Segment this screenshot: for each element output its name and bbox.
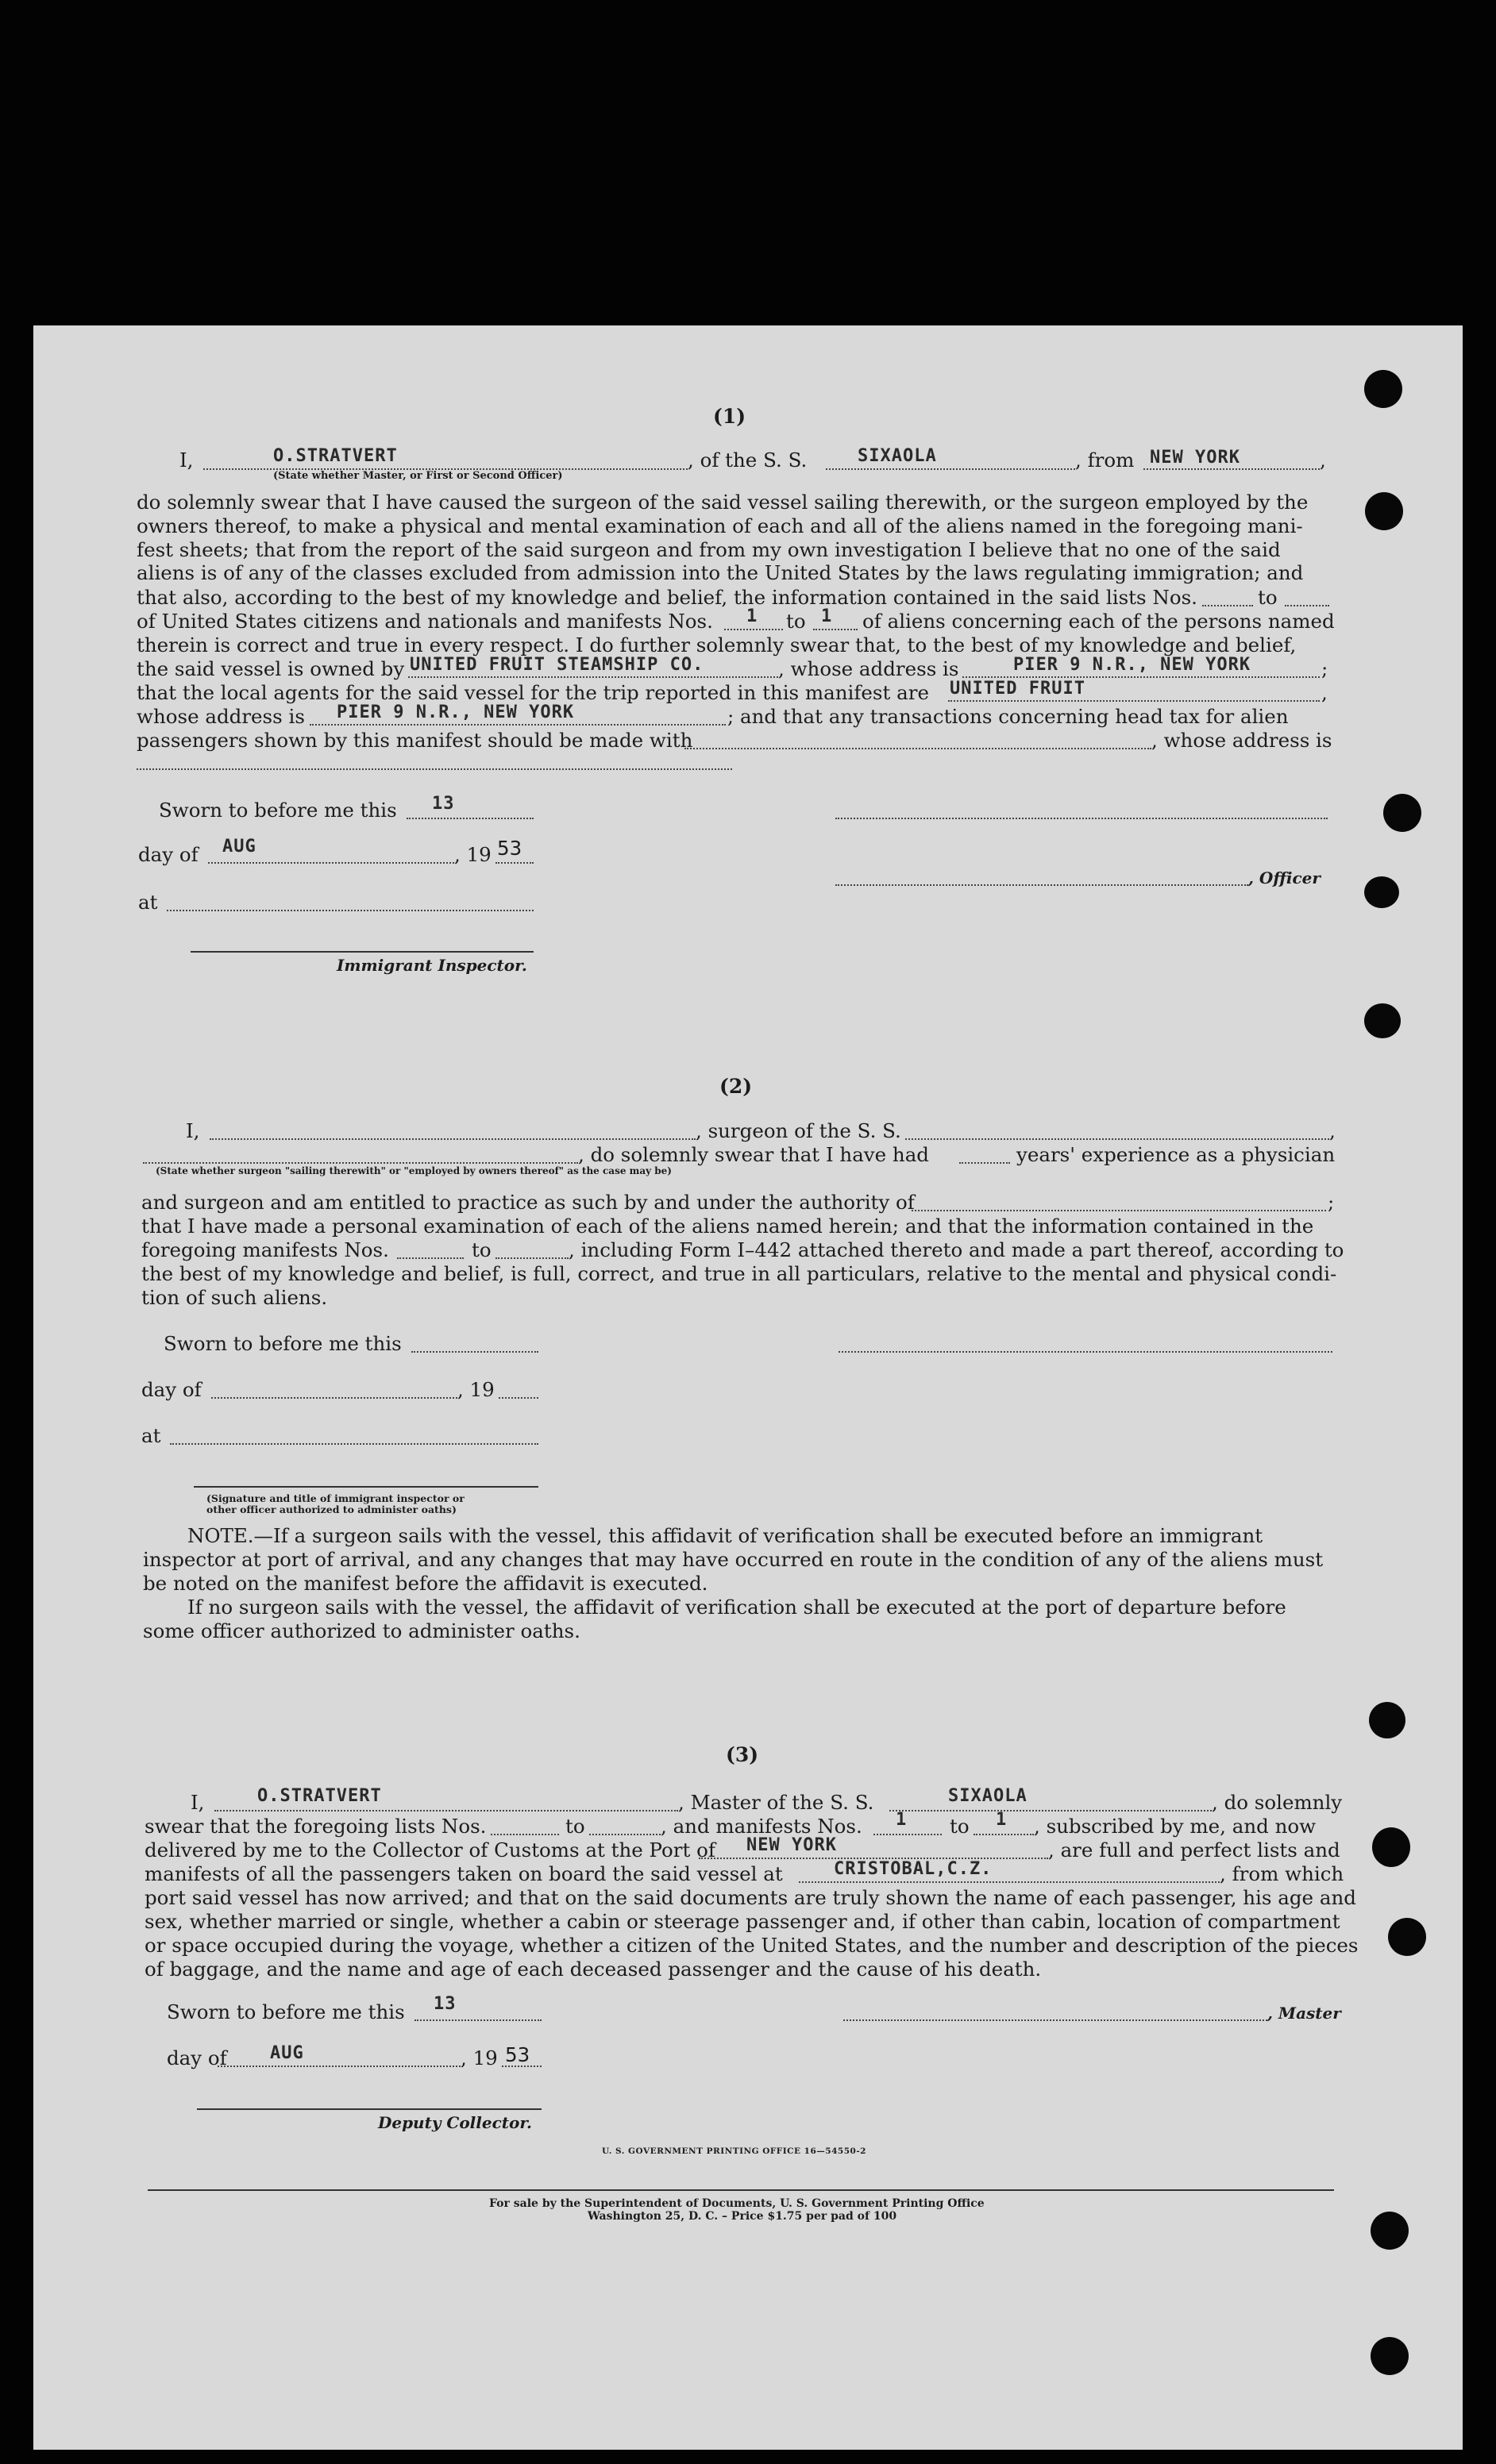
s1-month: AUG bbox=[222, 837, 256, 857]
s1-line4: aliens is of any of the classes excluded from admission into the United States by the laws regulating immigration; and bbox=[137, 561, 1304, 585]
s3-year-prefix: , 19 bbox=[461, 2046, 498, 2069]
s1-year-line bbox=[495, 862, 534, 864]
s1-line10a: whose address is bbox=[137, 705, 305, 728]
s3-master-label: , Master bbox=[1267, 2004, 1341, 2023]
s2-manifests-to-line bbox=[495, 1257, 569, 1259]
s3-year: 53 bbox=[505, 2043, 530, 2066]
s3-departure-line bbox=[799, 1881, 1220, 1883]
s2-line4b: , including Form I–442 attached thereto and made a part thereof, according to bbox=[569, 1238, 1344, 1261]
s1-sworn-day-line bbox=[407, 818, 534, 819]
s2-day-of-label: day of bbox=[141, 1378, 202, 1401]
s2-sworn-day-line bbox=[411, 1351, 538, 1353]
s3-day-of-label: day of bbox=[167, 2046, 227, 2069]
s1-line-officer bbox=[179, 449, 193, 472]
s3-manifest-to: 1 bbox=[996, 1810, 1008, 1830]
s1-owner-address-line bbox=[962, 676, 1320, 678]
s1-lists-to-line bbox=[1285, 605, 1329, 606]
s3-line3b: , are full and perfect lists and bbox=[1048, 1838, 1340, 1861]
s3-departure: CRISTOBAL,C.Z. bbox=[834, 1859, 993, 1879]
punch-hole bbox=[1371, 2212, 1409, 2250]
s2-at-label: at bbox=[141, 1424, 161, 1447]
s3-i-label: I, bbox=[191, 1791, 205, 1814]
s3-lists-to-line bbox=[589, 1834, 661, 1835]
s3-line3a: delivered by me to the Collector of Customs at the Port of bbox=[145, 1838, 715, 1861]
s1-line7: therein is correct and true in every respect. I do further solemnly swear that, to the best of my knowledge and belief, bbox=[137, 633, 1297, 656]
s3-port: NEW YORK bbox=[746, 1835, 837, 1855]
s3-master-name: O.STRATVERT bbox=[257, 1786, 382, 1806]
s1-lists-from-line bbox=[1202, 605, 1253, 606]
s2-at-line bbox=[170, 1443, 538, 1445]
s1-from-port: NEW YORK bbox=[1150, 448, 1240, 468]
s1-line6b: of aliens concerning each of the persons named bbox=[862, 610, 1335, 633]
s2-swear: , do solemnly swear that I have had bbox=[578, 1143, 929, 1166]
s1-from-line bbox=[1143, 468, 1320, 470]
s1-line8b: , whose address is bbox=[778, 657, 959, 680]
s1-officer-signature-line bbox=[835, 884, 1248, 886]
s1-year: 53 bbox=[497, 837, 522, 860]
punch-hole bbox=[1371, 2337, 1409, 2375]
s1-agents-address-line bbox=[310, 724, 726, 726]
section-3-number: (3) bbox=[726, 1743, 759, 1766]
s3-do-solemnly: , do solemnly bbox=[1212, 1791, 1343, 1814]
s3-deputy-label: Deputy Collector. bbox=[378, 2113, 533, 2132]
s2-years: years' experience as a physician bbox=[1016, 1143, 1336, 1166]
s1-signature-line bbox=[835, 818, 1328, 819]
s3-line7: or space occupied during the voyage, whether a citizen of the United States, and the number and description of the pieces bbox=[145, 1934, 1359, 1957]
s3-sworn-day: 13 bbox=[434, 1994, 457, 2014]
s2-line5: the best of my knowledge and belief, is full, correct, and true in all particulars, relative to the mental and physical condi- bbox=[141, 1262, 1337, 1285]
s3-line8: of baggage, and the name and age of each deceased passenger and the cause of his death. bbox=[145, 1958, 1042, 1981]
s1-comma2: , bbox=[1321, 681, 1328, 704]
s3-line2c: , subscribed by me, and now bbox=[1034, 1815, 1317, 1838]
s3-line2b: , and manifests Nos. bbox=[661, 1815, 862, 1838]
s1-inspector-line bbox=[191, 951, 534, 953]
s2-sig-hint-1: (Signature and title of immigrant inspector or bbox=[206, 1492, 465, 1504]
s2-sig-hint-2: other officer authorized to administer oaths) bbox=[206, 1503, 457, 1515]
s1-of-ss-label: , of the S. S. bbox=[688, 449, 808, 472]
s1-line9a: that the local agents for the said vessel for the trip reported in this manifest are bbox=[137, 681, 929, 704]
footer-rule bbox=[148, 2189, 1334, 2191]
s3-month-line bbox=[218, 2066, 461, 2067]
s1-line5: that also, according to the best of my knowledge and belief, the information contained in the said lists Nos. bbox=[137, 586, 1197, 609]
s1-to-label: to bbox=[1258, 586, 1278, 609]
s3-manifest-from: 1 bbox=[896, 1810, 908, 1830]
s3-line2a: swear that the foregoing lists Nos. bbox=[145, 1815, 487, 1838]
s2-sworn-label: Sworn to before me this bbox=[164, 1332, 402, 1355]
s2-vessel-line bbox=[905, 1138, 1329, 1140]
s3-line5: port said vessel has now arrived; and that on the said documents are truly shown the name of each passenger, his age and bbox=[145, 1886, 1356, 1909]
s2-inspector-line bbox=[194, 1486, 538, 1488]
s3-lists-to-label: to bbox=[565, 1815, 585, 1838]
punch-hole bbox=[1364, 876, 1399, 908]
s1-officer-label: , Officer bbox=[1248, 868, 1321, 887]
punch-hole bbox=[1372, 1827, 1410, 1867]
s1-manifest-from-line bbox=[724, 629, 783, 630]
s3-month: AUG bbox=[270, 2043, 304, 2063]
s3-deputy-line bbox=[197, 2108, 542, 2110]
s1-i-label: I, bbox=[179, 449, 194, 472]
s2-line6: tion of such aliens. bbox=[141, 1286, 328, 1309]
s2-note-4: If no surgeon sails with the vessel, the affidavit of verification shall be executed at the port of departure before bbox=[187, 1596, 1286, 1619]
s3-line6: sex, whether married or single, whether a cabin or steerage passenger and, if other than cabin, location of compartment bbox=[145, 1910, 1340, 1933]
s3-master-of: , Master of the S. S. bbox=[678, 1791, 874, 1814]
s3-manifest-from-line bbox=[873, 1834, 942, 1835]
s2-year-prefix: , 19 bbox=[457, 1378, 495, 1401]
s1-manifest-to-label: to bbox=[786, 610, 806, 633]
s1-officer-hint: (State whether Master, or First or Second Officer) bbox=[273, 470, 563, 482]
s1-sworn-day: 13 bbox=[432, 794, 455, 814]
punch-hole bbox=[1365, 492, 1403, 530]
s2-name-line bbox=[210, 1138, 696, 1140]
s3-sworn-day-line bbox=[414, 2019, 542, 2021]
s1-line6a: of United States citizens and nationals and manifests Nos. bbox=[137, 610, 713, 633]
footer-line-1: For sale by the Superintendent of Documents, U. S. Government Printing Office bbox=[489, 2197, 985, 2210]
s2-note-1: NOTE.—If a surgeon sails with the vessel, this affidavit of verification shall be executed before an immigrant bbox=[187, 1524, 1263, 1547]
s1-owner-address: PIER 9 N.R., NEW YORK bbox=[1013, 655, 1251, 675]
section-2-number: (2) bbox=[719, 1075, 753, 1098]
s1-line11a: passengers shown by this manifest should be made with bbox=[137, 729, 693, 752]
s3-line4a: manifests of all the passengers taken on board the said vessel at bbox=[145, 1862, 783, 1885]
s2-hint-line bbox=[143, 1162, 578, 1164]
s1-sworn-label: Sworn to before me this bbox=[159, 799, 397, 822]
punch-hole bbox=[1383, 794, 1421, 832]
footer-line-2: Washington 25, D. C. – Price $1.75 per pad of 100 bbox=[588, 2210, 897, 2223]
s3-vessel: SIXAOLA bbox=[948, 1786, 1028, 1806]
s1-manifest-to-line bbox=[813, 629, 858, 630]
s2-manifests-from-line bbox=[397, 1257, 464, 1259]
s1-vessel: SIXAOLA bbox=[858, 446, 937, 466]
s2-i-label: I, bbox=[186, 1119, 200, 1142]
s2-years-line bbox=[959, 1162, 1010, 1164]
s1-semicolon: ; bbox=[1321, 657, 1328, 680]
punch-hole bbox=[1364, 370, 1402, 408]
s3-master-name-line bbox=[214, 1810, 678, 1811]
s2-note-2: inspector at port of arrival, and any changes that may have occurred en route in the condition of any of the aliens must bbox=[143, 1548, 1324, 1571]
s1-head-tax-line bbox=[684, 748, 1151, 749]
s2-signature-line bbox=[839, 1351, 1332, 1353]
s3-lists-from-line bbox=[491, 1834, 559, 1835]
s1-paragraph bbox=[137, 491, 1340, 585]
s1-manifest-to: 1 bbox=[821, 606, 833, 626]
s2-authority-line bbox=[912, 1210, 1326, 1211]
s3-sworn-label: Sworn to before me this bbox=[167, 2000, 405, 2023]
s3-vessel-line bbox=[889, 1810, 1212, 1811]
s1-address-continuation-line bbox=[137, 768, 732, 770]
s2-note-3: be noted on the manifest before the affidavit is executed. bbox=[143, 1572, 708, 1595]
s2-hint: (State whether surgeon "sailing therewith" or "employed by owners thereof" as the case may be) bbox=[156, 1165, 672, 1176]
s1-year-prefix: , 19 bbox=[454, 843, 492, 866]
s2-line2: and surgeon and am entitled to practice as such by and under the authority of bbox=[141, 1191, 915, 1214]
s2-year-line bbox=[499, 1397, 538, 1399]
s2-to-label: to bbox=[472, 1238, 492, 1261]
s1-comma: , bbox=[1320, 449, 1326, 472]
s1-manifest-from: 1 bbox=[746, 606, 758, 626]
s1-line3: fest sheets; that from the report of the said surgeon and from my own investigation I believe that no one of the said bbox=[137, 537, 1281, 561]
s1-owner-line bbox=[408, 676, 778, 678]
s1-day-of-label: day of bbox=[138, 843, 199, 866]
punch-hole bbox=[1388, 1918, 1426, 1956]
s1-vessel-line bbox=[826, 468, 1075, 470]
s2-note-5: some officer authorized to administer oaths. bbox=[143, 1619, 580, 1642]
s1-line11b: , whose address is bbox=[1151, 729, 1332, 752]
s2-line3: that I have made a personal examination of each of the aliens named herein; and that the information contained in the bbox=[141, 1215, 1314, 1238]
s1-agents-address: PIER 9 N.R., NEW YORK bbox=[337, 703, 575, 722]
section-1-number: (1) bbox=[713, 405, 746, 428]
s1-at-line bbox=[167, 910, 534, 911]
s2-surgeon-of: , surgeon of the S. S. bbox=[696, 1119, 901, 1142]
punch-hole bbox=[1369, 1702, 1405, 1738]
s1-officer-name: O.STRATVERT bbox=[273, 446, 398, 466]
s1-line1: do solemnly swear that I have caused the surgeon of the said vessel sailing therewith, or the surgeon employed by the bbox=[137, 491, 1309, 514]
s1-month-line bbox=[208, 862, 454, 864]
s1-line2: owners thereof, to make a physical and mental examination of each and all of the aliens named in the foregoing mani- bbox=[137, 514, 1303, 537]
s3-manifest-to-label: to bbox=[950, 1815, 970, 1838]
s1-line10b: ; and that any transactions concerning head tax for alien bbox=[727, 705, 1289, 728]
s2-semicolon: ; bbox=[1328, 1191, 1335, 1214]
gpo-imprint: U. S. GOVERNMENT PRINTING OFFICE 16—54550-2 bbox=[602, 2146, 866, 2156]
s2-line4a: foregoing manifests Nos. bbox=[141, 1238, 389, 1261]
s1-from-label: , from bbox=[1075, 449, 1135, 472]
s1-inspector-label: Immigrant Inspector. bbox=[337, 956, 527, 975]
s2-comma: , bbox=[1329, 1119, 1336, 1142]
s1-agents: UNITED FRUIT bbox=[950, 679, 1085, 699]
s1-at-label: at bbox=[138, 891, 158, 914]
s1-agents-line bbox=[948, 700, 1320, 702]
s1-line8a: the said vessel is owned by bbox=[137, 657, 405, 680]
s2-month-line bbox=[211, 1397, 457, 1399]
s3-line4b: , from which bbox=[1220, 1862, 1344, 1885]
punch-hole bbox=[1364, 1003, 1401, 1038]
s1-owner: UNITED FRUIT STEAMSHIP CO. bbox=[410, 655, 704, 675]
s3-manifest-to-line bbox=[974, 1834, 1034, 1835]
s3-master-signature-line bbox=[843, 2019, 1267, 2021]
